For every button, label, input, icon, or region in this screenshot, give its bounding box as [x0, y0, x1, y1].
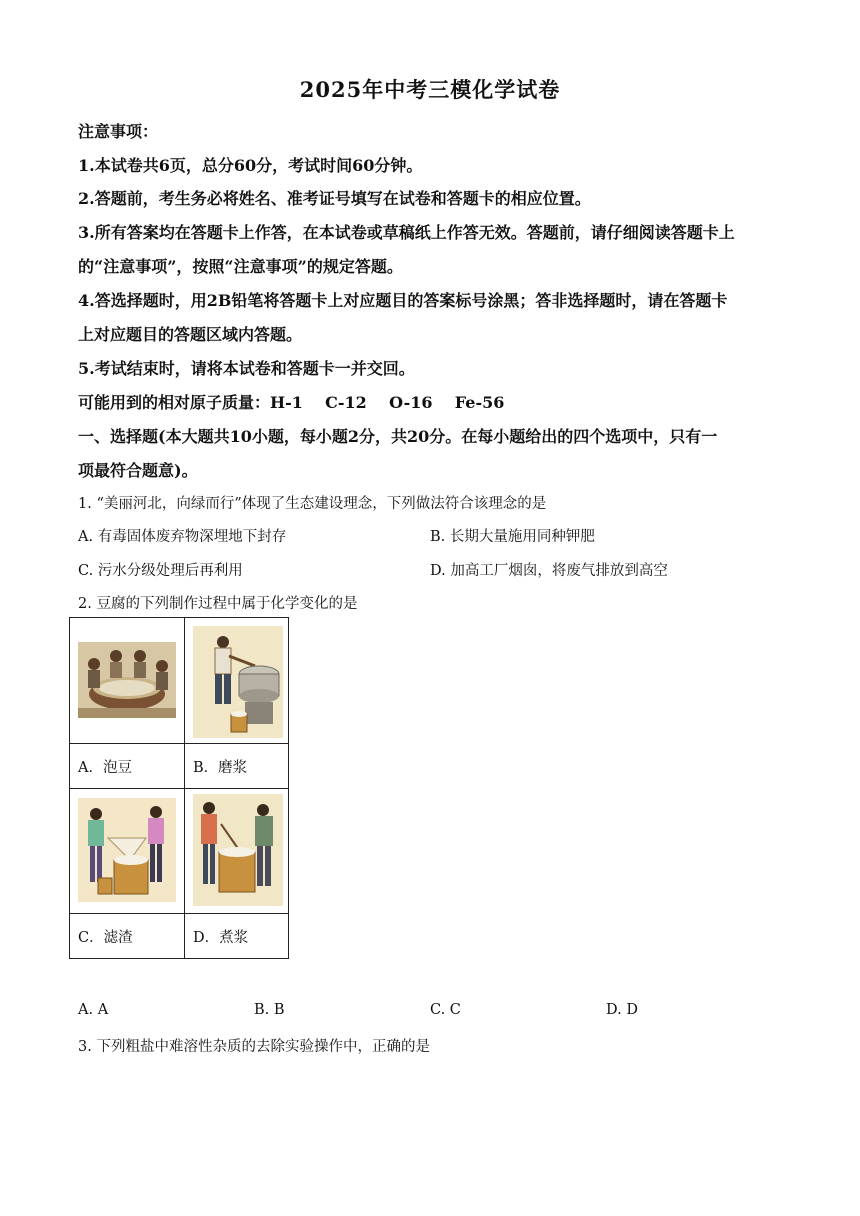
grinding-illustration [193, 626, 283, 738]
question-1-stem: 1. “美丽河北，向绿而行”体现了生态建设理念，下列做法符合该理念的是 [78, 496, 547, 512]
q2-answer-d: D. D [606, 1002, 638, 1018]
caption-a: A．泡豆 [78, 760, 132, 776]
notice-item: 5.考试结束时，请将本试卷和答题卡一并交回。 [78, 359, 415, 378]
q1-option-b: B. 长期大量施用同种钾肥 [430, 529, 595, 545]
notice-item: 1.本试卷共6页，总分60分，考试时间60分钟。 [78, 156, 423, 175]
caption-b: B．磨浆 [193, 760, 248, 776]
notice-heading: 注意事项： [78, 122, 159, 141]
page-title: 2025年中考三模化学试卷 [299, 77, 561, 102]
boiling-illustration [193, 794, 283, 906]
q1-option-c: C. 污水分级处理后再利用 [78, 563, 243, 579]
notice-item: 4.答选择题时，用2B铅笔将答题卡上对应题目的答案标号涂黑；答非选择题时，请在答题卡 [78, 291, 728, 310]
caption-c: C．滤渣 [78, 930, 133, 946]
filtering-illustration [78, 798, 176, 902]
section-heading-cont: 项最符合题意)。 [78, 461, 198, 480]
q1-option-d: D. 加高工厂烟囱，将废气排放到高空 [430, 563, 668, 579]
question-2-stem: 2. 豆腐的下列制作过程中属于化学变化的是 [78, 596, 358, 612]
q1-option-a: A. 有毒固体废弃物深埋地下封存 [78, 529, 287, 545]
q2-answer-c: C. C [430, 1002, 461, 1018]
caption-d: D．煮浆 [193, 930, 249, 946]
soaking-beans-illustration [78, 642, 176, 718]
q2-image-table [69, 617, 289, 959]
notice-item: 上对应题目的答题区域内答题。 [78, 325, 303, 344]
notice-item: 2.答题前，考生务必将姓名、准考证号填写在试卷和答题卡的相应位置。 [78, 189, 591, 208]
q2-answer-a: A. A [78, 1002, 109, 1018]
notice-item: 3.所有答案均在答题卡上作答，在本试卷或草稿纸上作答无效。答题前，请仔细阅读答题卡上 [78, 223, 735, 242]
table-divider [70, 913, 288, 914]
atomic-mass-line: 可能用到的相对原子质量：H-1 C-12 O-16 Fe-56 [78, 393, 505, 412]
table-divider [70, 788, 288, 789]
section-heading: 一、选择题(本大题共10小题，每小题2分，共20分。在每小题给出的四个选项中，只有一 [78, 427, 718, 446]
notice-item: 的“注意事项”，按照“注意事项”的规定答题。 [78, 257, 403, 276]
q2-answer-b: B. B [254, 1002, 285, 1018]
table-divider [70, 743, 288, 744]
question-3-stem: 3. 下列粗盐中难溶性杂质的去除实验操作中，正确的是 [78, 1039, 430, 1055]
